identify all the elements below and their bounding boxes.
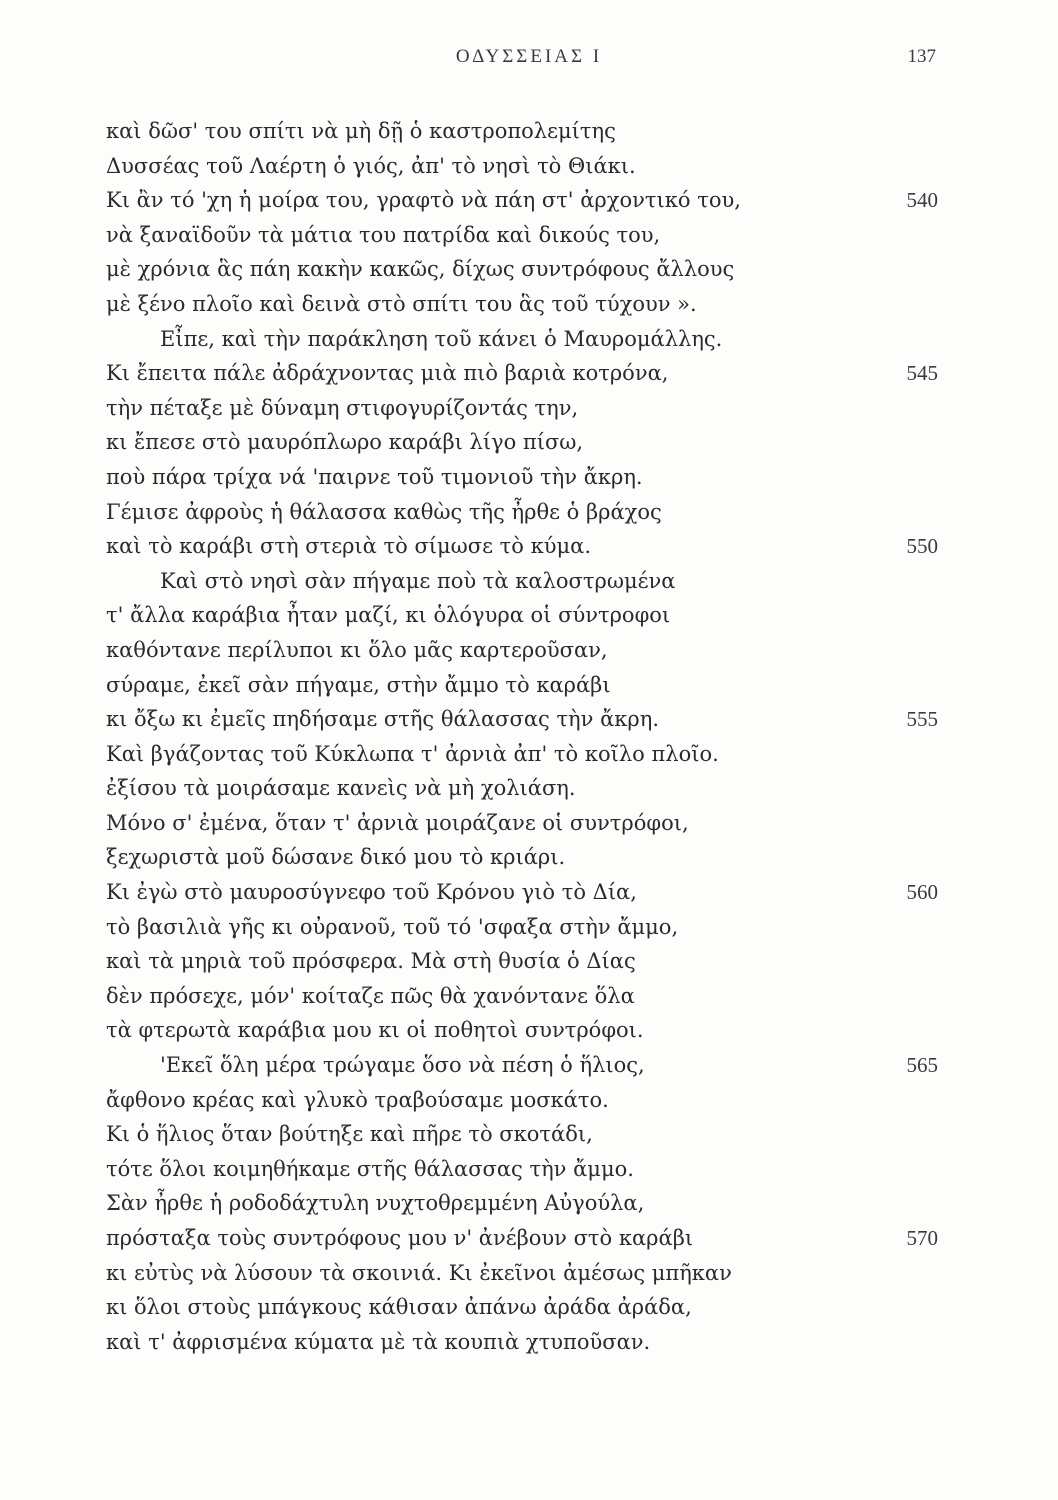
verse-text: ξεχωριστὰ μοῦ δώσανε δικό μου τὸ κριάρι. [106, 845, 566, 870]
verse-text: νὰ ξαναϊδοῦν τὰ μάτια του πατρίδα καὶ δικούς του, [106, 222, 661, 247]
line-number: 540 [906, 188, 938, 213]
verse-line [0, 252, 1058, 287]
verse-text: ἐξίσου τὰ μοιράσαμε κανεὶς νὰ μὴ χολιάση. [106, 776, 576, 801]
verse-line [0, 668, 1058, 703]
verse-line [0, 944, 1058, 979]
running-title: ΟΔΥΣΣΕΙΑΣ Ι [455, 46, 603, 67]
verse-text: τότε ὅλοι κοιμηθήκαμε στῆς θάλασσας τὴν ἄμμο. [106, 1156, 634, 1181]
verse-text: Κι ἐγὼ στὸ μαυροσύγνεφο τοῦ Κρόνου γιὸ τὸ Δία, [106, 880, 637, 905]
verse-line [0, 425, 1058, 460]
verse-line [0, 391, 1058, 426]
line-number: 555 [906, 707, 938, 732]
verse-line [0, 356, 1058, 391]
verse-line [0, 1013, 1058, 1048]
verse-block [0, 114, 1058, 1359]
verse-text: Καὶ βγάζοντας τοῦ Κύκλωπα τ' ἀρνιὰ ἀπ' τὸ κοῖλο πλοῖο. [106, 741, 719, 766]
verse-line [0, 1048, 1058, 1083]
verse-line [0, 218, 1058, 253]
verse-text: τὴν πέταξε μὲ δύναμη στιφογυρίζοντάς την, [106, 395, 579, 420]
verse-line [0, 633, 1058, 668]
verse-line [0, 979, 1058, 1014]
verse-line [0, 598, 1058, 633]
verse-text: Καὶ στὸ νησὶ σὰν πήγαμε ποὺ τὰ καλοστρωμένα [160, 568, 676, 593]
verse-text: τὸ βασιλιὰ γῆς κι οὐρανοῦ, τοῦ τό 'σφαξα στὴν ἄμμο, [106, 914, 679, 939]
verse-line [0, 114, 1058, 149]
verse-text: κι εὐτὺς νὰ λύσουν τὰ σκοινιά. Κι ἐκεῖνοι ἀμέσως μπῆκαν [106, 1260, 732, 1285]
verse-line [0, 1256, 1058, 1291]
verse-line [0, 1325, 1058, 1360]
line-number: 570 [906, 1226, 938, 1250]
verse-line [0, 1117, 1058, 1152]
verse-line [0, 806, 1058, 841]
verse-text: καὶ τὸ καράβι στὴ στεριὰ τὸ σίμωσε τὸ κύμα. [106, 534, 592, 559]
verse-text: σύραμε, ἐκεῖ σὰν πήγαμε, στὴν ἄμμο τὸ καράβι [106, 672, 611, 697]
verse-text: Μόνο σ' ἐμένα, ὅταν τ' ἀρνιὰ μοιράζανε οἱ συντρόφοι, [106, 810, 689, 835]
line-number: 550 [906, 534, 938, 559]
verse-line [0, 840, 1058, 875]
verse-text: ποὺ πάρα τρίχα νά 'παιρνε τοῦ τιμονιοῦ τὴν ἄκρη. [106, 464, 643, 489]
verse-line [0, 1083, 1058, 1118]
verse-text: δὲν πρόσεχε, μόν' κοίταζε πῶς θὰ χανόντανε ὅλα [106, 983, 635, 1008]
verse-text: Γέμισε ἀφροὺς ἡ θάλασσα καθὼς τῆς ἦρθε ὁ βράχος [106, 499, 662, 524]
verse-line [0, 460, 1058, 495]
verse-text: καὶ δῶσ' του σπίτι νὰ μὴ δῇ ὁ καστροπολεμίτης [106, 119, 616, 143]
verse-text: κι ἔπεσε στὸ μαυρόπλωρο καράβι λίγο πίσω, [106, 430, 584, 455]
verse-line [0, 1221, 1058, 1256]
verse-line [0, 875, 1058, 910]
verse-line [0, 529, 1058, 564]
verse-text: Κι ὁ ἥλιος ὅταν βούτηξε καὶ πῆρε τὸ σκοτάδι, [106, 1122, 593, 1147]
verse-line [0, 564, 1058, 599]
line-number: 560 [906, 880, 938, 905]
verse-text: Κι ἔπειτα πάλε ἀδράχνοντας μιὰ πιὸ βαριὰ κοτρόνα, [106, 361, 669, 386]
verse-text: Σὰν ἦρθε ἡ ροδοδάχτυλη νυχτοθρεμμένη Αὐγούλα, [106, 1191, 645, 1216]
verse-text: τ' ἄλλα καράβια ἦταν μαζί, κι ὁλόγυρα οἱ σύντροφοι [106, 603, 671, 628]
verse-line [0, 183, 1058, 218]
running-head [0, 46, 1058, 76]
verse-text: Εἶπε, καὶ τὴν παράκληση τοῦ κάνει ὁ Μαυρομάλλης. [160, 326, 723, 351]
verse-text: Δυσσέας τοῦ Λαέρτη ὁ γιός, ἀπ' τὸ νησὶ τὸ Θιάκι. [106, 153, 636, 178]
verse-text: μὲ ξένο πλοῖο καὶ δεινὰ στὸ σπίτι του ἃς τοῦ τύχουν ». [106, 291, 697, 316]
verse-text: καὶ τὰ μηριὰ τοῦ πρόσφερα. Μὰ στὴ θυσία ὁ Δίας [106, 949, 636, 974]
verse-text: ἄφθονο κρέας καὶ γλυκὸ τραβούσαμε μοσκάτο. [106, 1087, 609, 1112]
verse-line [0, 1152, 1058, 1187]
verse-text: Κι ἂν τό 'χη ἡ μοίρα του, γραφτὸ νὰ πάη στ' ἀρχοντικό του, [106, 188, 741, 213]
verse-line [0, 1290, 1058, 1325]
verse-line [0, 495, 1058, 530]
verse-text: 'Εκεῖ ὅλη μέρα τρώγαμε ὅσο νὰ πέση ὁ ἥλιος, [160, 1053, 645, 1078]
verse-text: κι ὄξω κι ἐμεῖς πηδήσαμε στῆς θάλασσας τὴν ἄκρη. [106, 707, 659, 732]
page-number: 137 [907, 46, 936, 67]
verse-line [0, 910, 1058, 945]
verse-text: καθόντανε περίλυποι κι ὅλο μᾶς καρτεροῦσαν, [106, 637, 608, 662]
verse-line [0, 1186, 1058, 1221]
verse-text: πρόσταξα τοὺς συντρόφους μου ν' ἀνέβουν στὸ καράβι [106, 1226, 694, 1250]
line-number: 545 [906, 361, 938, 386]
verse-text: κι ὅλοι στοὺς μπάγκους κάθισαν ἀπάνω ἀράδα ἀράδα, [106, 1295, 692, 1320]
verse-line [0, 149, 1058, 184]
verse-text: καὶ τ' ἀφρισμένα κύματα μὲ τὰ κουπιὰ χτυποῦσαν. [106, 1329, 651, 1354]
line-number: 565 [906, 1053, 938, 1078]
verse-text: μὲ χρόνια ἃς πάη κακὴν κακῶς, δίχως συντρόφους ἄλλους [106, 257, 735, 282]
verse-line [0, 702, 1058, 737]
verse-line [0, 771, 1058, 806]
verse-line [0, 322, 1058, 357]
verse-text: τὰ φτερωτὰ καράβια μου κι οἱ ποθητοὶ συντρόφοι. [106, 1018, 644, 1043]
verse-line [0, 737, 1058, 772]
verse-line [0, 287, 1058, 322]
